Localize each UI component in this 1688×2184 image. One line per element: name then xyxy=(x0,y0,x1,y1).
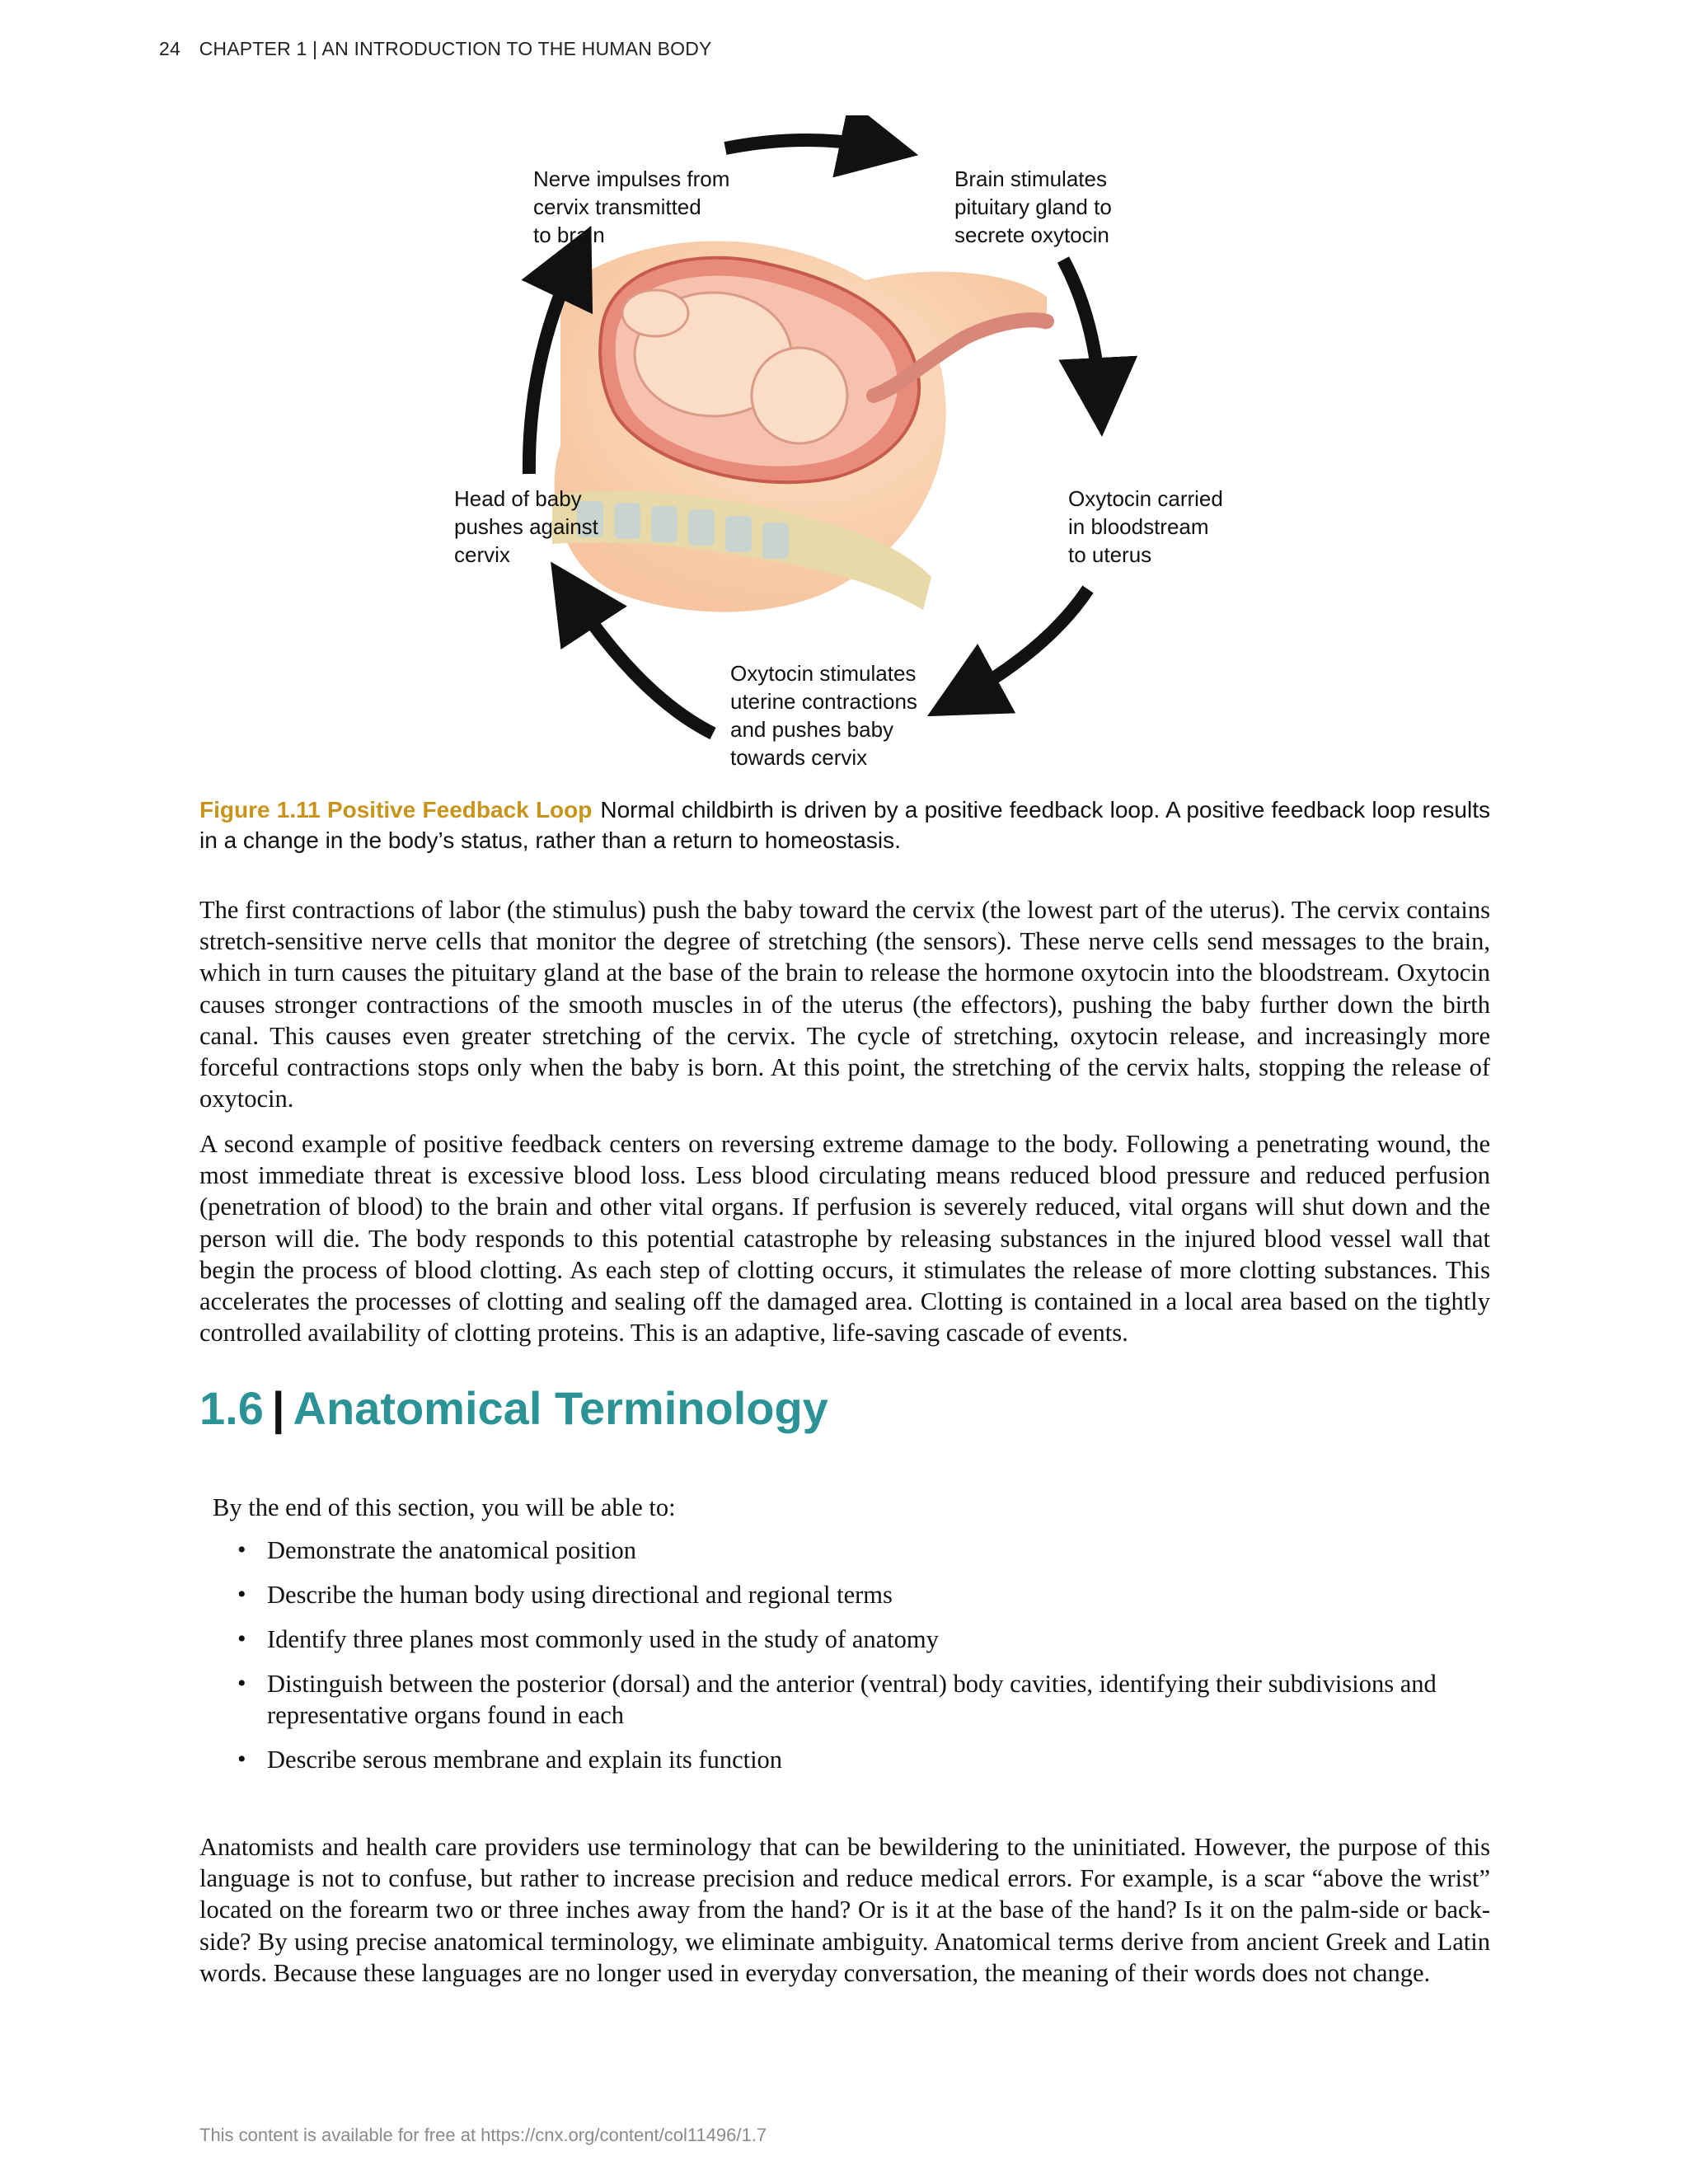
chapter-title: CHAPTER 1 | AN INTRODUCTION TO THE HUMAN BODY xyxy=(199,38,712,59)
objective-item: • Describe the human body using directional and regional terms xyxy=(232,1579,1498,1610)
objective-item: • Describe serous membrane and explain its function xyxy=(232,1744,1498,1775)
arrow-right xyxy=(1063,260,1100,404)
running-header xyxy=(159,38,712,60)
figure-caption xyxy=(199,794,1490,855)
positive-feedback-figure xyxy=(437,115,1245,775)
paragraph-blood-clotting: A second example of positive feedback centers on reversing extreme damage to the body. Following a penetrating wound, the most immediate threat is excessive blood loss. Less blood circulating means reduced blood pressure and reduced perfusion (penetration of blood) to the brain and other vital organs. If perfusion is severely reduced, vital organs will shut down and the person will die. The body responds to this potential catastrophe by releasing substances in the injured blood vessel wall that begin the process of blood clotting. As each step of clotting occurs, it stimulates the release of more clotting substances. This accelerates the processes of clotting and sealing off the damaged area. Clotting is contained in a local area based on the tightly controlled availability of clotting proteins. This is an adaptive, life-saving cascade of events. xyxy=(199,1130,1490,1347)
paragraph-labor-contractions: The first contractions of labor (the stimulus) push the baby toward the cervix (the lowest part of the uterus). The cervix contains stretch-sensitive nerve cells that monitor the degree of stretching (the sensors). These nerve cells send messages to the brain, which in turn causes the pituitary gland at the base of the brain to release the hormone oxytocin into the bloodstream. Oxytocin causes stronger contractions of the smooth muscles in of the uterus (the effectors), pushing the baby further down the birth canal. This causes even greater stretching of the cervix. The cycle of stretching, oxytocin release, and increasingly more forceful contractions stops only when the baby is born. At this point, the stretching of the cervix halts, stopping the release of oxytocin. xyxy=(199,896,1490,1113)
section-heading xyxy=(199,1381,828,1435)
label-oxytocin-stimulates: Oxytocin stimulates uterine contractions and pushes baby towards cervix xyxy=(730,661,917,770)
figure-number: Figure 1.11 Positive Feedback Loop xyxy=(199,797,593,823)
objective-item: • Distinguish between the posterior (dorsal) and the anterior (ventral) body cavities, identifying their subdivisions and representative organs found in each xyxy=(232,1668,1498,1731)
footer-source-note: This content is available for free at https://cnx.org/content/col11496/1.7 xyxy=(199,2125,767,2145)
arrow-bottom-left xyxy=(569,589,713,733)
arrow-top xyxy=(725,140,886,148)
objective-item: • Demonstrate the anatomical position xyxy=(232,1535,1498,1566)
baby-legs xyxy=(622,290,688,336)
section-number: 1.6 xyxy=(199,1382,264,1434)
objectives-intro: By the end of this section, you will be able to: xyxy=(213,1493,676,1521)
page-number: 24 xyxy=(159,38,181,59)
section-separator: | xyxy=(271,1382,285,1434)
figure-caption-text: Normal childbirth is driven by a positive feedback loop. A positive feedback loop results in a change in the body’s status, rather than a return to homeostasis. xyxy=(199,797,1490,853)
label-brain-stimulates: Brain stimulates pituitary gland to secrete oxytocin xyxy=(954,166,1112,247)
label-head-of-baby: Head of baby pushes against cervix xyxy=(454,486,598,567)
paragraph-anatomical-terminology: Anatomists and health care providers use terminology that can be bewildering to the uninitiated. However, the purpose of this language is not to confuse, but rather to increase precision and reduce medical errors. For example, is a scar “above the wrist” located on the forearm two or three inches away from the hand? Or is it at the base of the hand? Is it on the palm-side or back-side? By using precise anatomical terminology, we eliminate ambiguity. Anatomical terms derive from ancient Greek and Latin words. Because these languages are no longer used in everyday conversation, the meaning of their words does not change. xyxy=(199,1833,1490,1987)
objective-item: • Identify three planes most commonly used in the study of anatomy xyxy=(232,1624,1498,1655)
section-title: Anatomical Terminology xyxy=(293,1382,828,1434)
label-nerve-impulses: Nerve impulses from cervix transmitted to brain xyxy=(533,166,730,247)
baby-head xyxy=(752,348,847,443)
arrow-bottom-right xyxy=(956,589,1088,701)
label-oxytocin-carried: Oxytocin carried in bloodstream to uterus xyxy=(1068,486,1223,567)
learning-objectives xyxy=(213,1492,1498,1788)
objectives-list xyxy=(232,1535,1498,1775)
